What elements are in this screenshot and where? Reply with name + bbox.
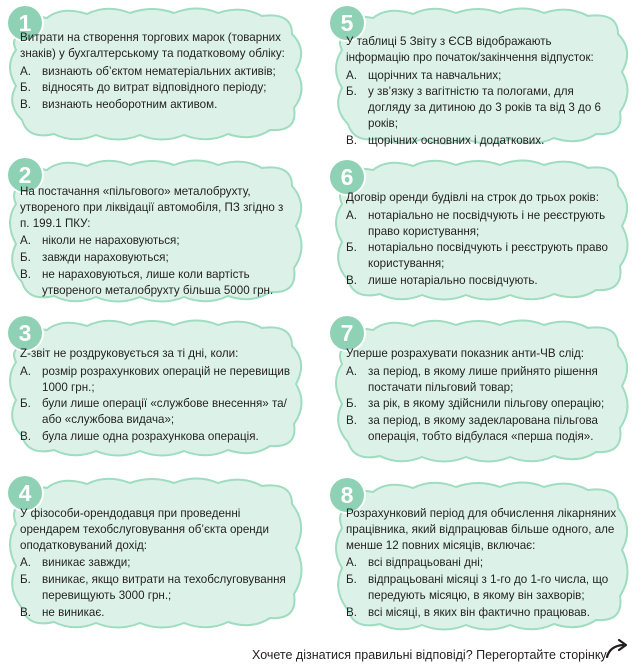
answer-option-b[interactable] [346, 84, 618, 131]
option-text: виникає завжди; [42, 556, 131, 570]
answer-option-a[interactable] [20, 364, 292, 396]
answer-option-a[interactable] [20, 555, 292, 571]
option-text: у зв’язку з вагітністю та пологами, для догляду за дитиною до 3 років та від 3 до 6 років; [368, 85, 601, 130]
question-text: На постачання «пільгового» металобрухту, утвореного при ліквідації автомобіля, ПЗ згідно з п. 199.1 ПКУ: [20, 185, 284, 230]
answer-option-b[interactable] [20, 396, 292, 428]
card-content [346, 190, 618, 289]
question-text: Розрахунковий період для обчислення лікарняних працівника, який відпрацював більше одного, але менше 12 повних місяців, включає: [346, 507, 617, 552]
option-letter: А. [20, 64, 31, 78]
quiz-card-5 [328, 4, 634, 148]
option-letter: А. [346, 208, 357, 222]
card-content [20, 346, 292, 445]
option-letter: В. [346, 414, 357, 428]
option-text: не нараховуються, лише коли вартість утвореного металобрухту більша 5000 грн. [42, 267, 274, 297]
answer-option-a[interactable] [20, 64, 292, 80]
option-letter: А. [346, 556, 357, 570]
answer-option-b[interactable] [20, 80, 292, 96]
option-text: нотаріально не посвідчують і не реєструють право користування; [368, 208, 606, 238]
option-text: ніколи не нараховуються; [42, 234, 180, 248]
option-text: виникає, якщо витрати на техобслуговування перевищують 3000 грн.; [42, 573, 286, 602]
option-letter: А. [20, 234, 31, 248]
card-number-badge: 7 [330, 316, 364, 350]
card-content [20, 506, 292, 621]
option-text: нотаріально посвідчують і реєструють право користування; [368, 241, 608, 271]
answer-option-c[interactable] [346, 413, 618, 445]
option-text: розмір розрахункових операцій не перевищив 1000 грн.; [42, 364, 291, 394]
card-content [20, 184, 292, 299]
card-number-badge: 3 [8, 316, 42, 350]
option-letter: Б. [20, 397, 31, 411]
quiz-card-4 [2, 474, 308, 632]
option-text: щорічних та навчальних; [368, 68, 502, 82]
quiz-card-1 [2, 4, 308, 144]
card-number-badge: 1 [8, 6, 42, 40]
footer-hint: Хочете дізнатися правильні відповіді? Перегортайте сторінку [252, 648, 607, 662]
option-text: відпрацьовані місяці з 1-го до 1-го числа, що передують місяцю, в якому він захворів; [368, 573, 609, 602]
option-letter: Б. [20, 573, 31, 587]
answer-option-b[interactable] [20, 250, 292, 266]
option-text: визнають об’єктом нематеріальних активів; [42, 64, 276, 78]
answer-option-c[interactable] [20, 267, 292, 299]
question-text: У фізособи-орендодавця при проведенні орендарем техобслуговування об’єкта оренди оподатковуваний дохід: [20, 507, 269, 552]
option-text: лише нотаріально посвідчують. [368, 273, 538, 287]
answer-option-a[interactable] [346, 364, 618, 396]
option-text: за період, в якому задекларована пільгова операція, тобто відбулася «перша подія». [368, 414, 598, 443]
card-content [346, 346, 618, 445]
option-letter: В. [346, 605, 357, 619]
answer-option-c[interactable] [346, 133, 618, 149]
quiz-card-7 [328, 316, 634, 466]
option-text: не виникає. [42, 605, 105, 619]
card-content [346, 506, 618, 621]
card-number-badge: 6 [330, 160, 364, 194]
question-text: Z-звіт не роздруковується за ті дні, коли: [20, 347, 239, 360]
answer-option-a[interactable] [20, 233, 292, 249]
quiz-card-8 [328, 478, 634, 634]
option-letter: Б. [346, 397, 357, 411]
option-text: відносять до витрат відповідного періоду; [42, 81, 267, 95]
quiz-card-6 [328, 156, 634, 304]
option-text: всі відпрацьовані дні; [368, 556, 484, 570]
answer-option-c[interactable] [20, 429, 292, 445]
option-letter: А. [20, 556, 31, 570]
option-letter: В. [346, 273, 357, 287]
option-letter: Б. [20, 81, 31, 95]
option-text: були лише операції «службове внесення» та/або «службова видача»; [42, 397, 287, 427]
option-letter: Б. [346, 241, 357, 255]
option-letter: А. [346, 68, 357, 82]
option-letter: В. [20, 429, 31, 443]
question-text: У таблиці 5 Звіту з ЄСВ відображають інформацію про початок/закінчення відпусток: [346, 35, 594, 64]
option-letter: Б. [20, 251, 31, 265]
question-text: Уперше розрахувати показник анти-ЧВ слід: [346, 347, 584, 360]
question-text: Договір оренди будівлі на строк до трьох років: [346, 191, 599, 204]
answer-option-a[interactable] [346, 68, 618, 84]
option-letter: В. [346, 133, 357, 147]
option-text: визнають необоротним активом. [42, 98, 218, 112]
card-content [20, 30, 292, 113]
option-text: була лише одна розрахункова операція. [42, 429, 259, 443]
option-letter: В. [20, 605, 31, 619]
answer-option-c[interactable] [346, 273, 618, 289]
option-letter: В. [20, 267, 31, 281]
option-text: завжди нараховуються; [42, 251, 169, 265]
option-text: за рік, в якому здійснили пільгову операцію; [368, 397, 605, 411]
option-text: за період, в якому лише прийнято рішення постачати пільговий товар; [368, 364, 598, 394]
answer-option-b[interactable] [20, 572, 292, 604]
option-letter: А. [346, 364, 357, 378]
answer-option-c[interactable] [20, 605, 292, 621]
option-letter: А. [20, 364, 31, 378]
quiz-card-3 [2, 316, 308, 460]
card-number-badge: 2 [8, 158, 42, 192]
answer-option-b[interactable] [346, 572, 618, 604]
question-text: Витрати на створення торгових марок (товарних знаків) у бухгалтерському та податковому обліку: [20, 31, 285, 60]
card-content [346, 34, 618, 149]
card-number-badge: 4 [8, 476, 42, 510]
option-text: всі місяці, в яких він фактично працював. [368, 605, 590, 619]
card-number-badge: 5 [330, 6, 364, 40]
option-letter: В. [20, 98, 31, 112]
answer-option-a[interactable] [346, 208, 618, 240]
curved-arrow-icon[interactable] [604, 638, 630, 660]
answer-option-c[interactable] [20, 97, 292, 113]
answer-option-b[interactable] [346, 396, 618, 412]
option-letter: Б. [346, 85, 357, 99]
card-number-badge: 8 [330, 478, 364, 512]
option-letter: Б. [346, 573, 357, 587]
option-text: щорічних основних і додаткових. [368, 133, 545, 147]
answer-option-a[interactable] [346, 555, 618, 571]
answer-option-c[interactable] [346, 605, 618, 621]
answer-option-b[interactable] [346, 240, 618, 272]
quiz-card-2 [2, 156, 308, 306]
